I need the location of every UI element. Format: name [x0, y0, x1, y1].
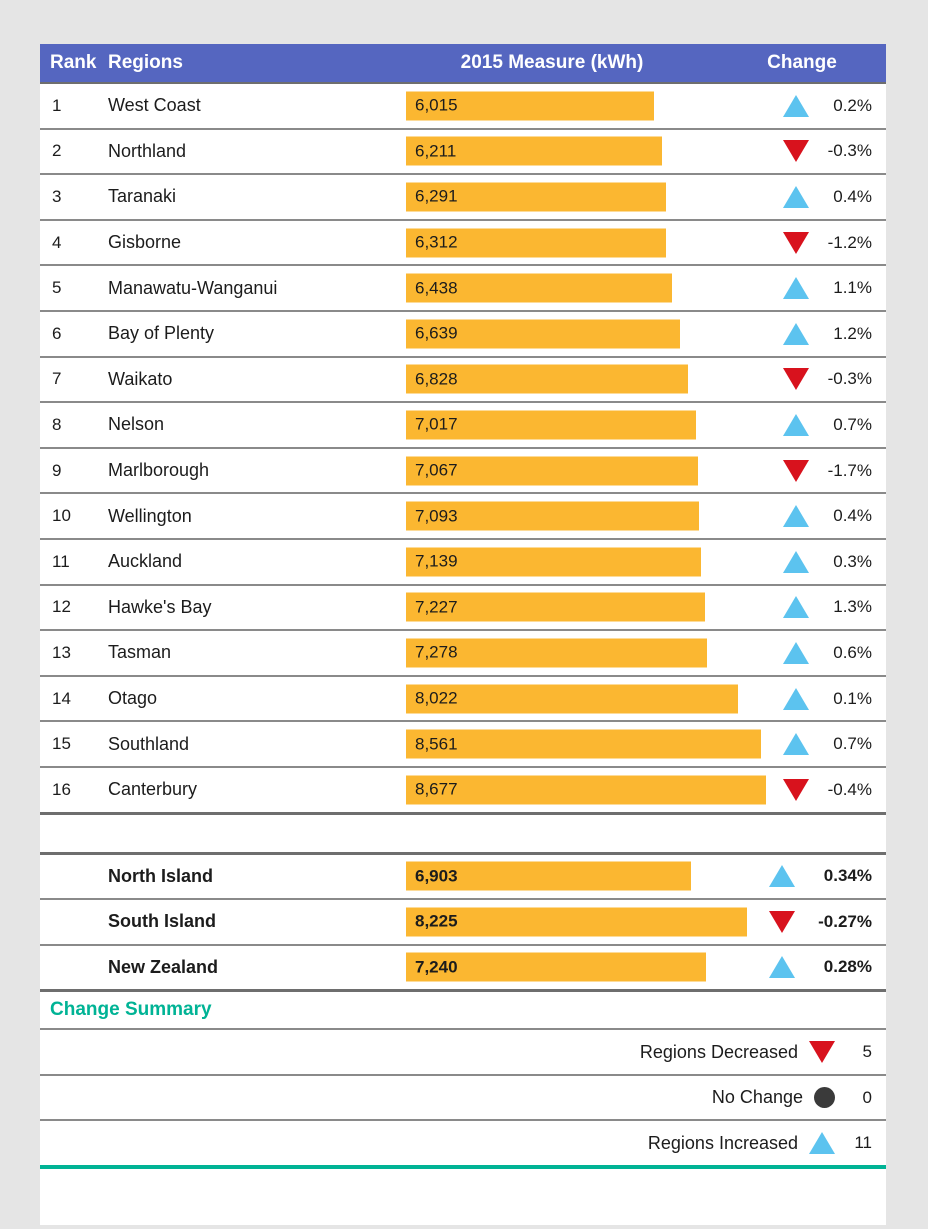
- decrease-arrow-icon: [769, 911, 795, 933]
- cell-region: Waikato: [108, 368, 173, 389]
- totals-body: [40, 855, 886, 990]
- cell-rank: 16: [52, 779, 71, 799]
- measure-value-label: 7,227: [415, 597, 458, 617]
- measure-bar: [406, 182, 666, 211]
- cell-measure-bar: [368, 722, 736, 766]
- measure-bar: [406, 410, 696, 439]
- increase-arrow-icon: [783, 551, 809, 573]
- cell-change: [736, 186, 886, 208]
- cell-measure-bar: [368, 540, 736, 584]
- measure-value-label: 6,211: [415, 141, 457, 161]
- summary-label: No Change: [711, 1087, 803, 1108]
- cell-change: [736, 911, 886, 933]
- summary-label: Regions Increased: [647, 1132, 798, 1153]
- table-row[interactable]: [40, 84, 886, 130]
- cell-measure-bar: [368, 900, 736, 944]
- change-percent-label: 0.3%: [833, 551, 872, 571]
- cell-rank: 9: [52, 460, 62, 480]
- change-percent-label: 0.2%: [833, 95, 872, 115]
- cell-change: [736, 642, 886, 664]
- measure-value-label: 7,017: [415, 414, 458, 434]
- cell-measure-bar: [368, 175, 736, 219]
- cell-region: North Island: [108, 865, 214, 886]
- measure-bar: [406, 91, 654, 120]
- cell-region: Nelson: [108, 414, 165, 435]
- cell-change: [736, 368, 886, 390]
- cell-measure-bar: [368, 631, 736, 675]
- measure-value-label: 8,022: [415, 688, 458, 708]
- measure-bar: [406, 730, 761, 759]
- cell-measure-bar: [368, 130, 736, 174]
- change-percent-label: 0.4%: [833, 186, 872, 206]
- measure-bar: [406, 547, 701, 576]
- cell-change: [736, 140, 886, 162]
- cell-measure-bar: [368, 586, 736, 630]
- cell-region: South Island: [108, 911, 216, 932]
- table-row[interactable]: [40, 946, 886, 990]
- cell-measure-bar: [368, 946, 736, 990]
- measure-value-label: 6,291: [415, 186, 458, 206]
- cell-rank: 14: [52, 688, 71, 708]
- cell-region: Hawke's Bay: [108, 596, 212, 617]
- cell-measure-bar: [368, 855, 736, 899]
- summary-row[interactable]: [40, 1030, 886, 1076]
- increase-arrow-icon: [769, 865, 795, 887]
- table-row[interactable]: [40, 221, 886, 267]
- measure-value-label: 7,278: [415, 642, 458, 662]
- summary-count: 5: [862, 1042, 872, 1062]
- cell-region: Taranaki: [108, 186, 177, 207]
- cell-rank: 8: [52, 414, 62, 434]
- change-percent-label: -0.3%: [827, 141, 872, 161]
- table-header: [40, 44, 886, 84]
- column-header-measure: 2015 Measure (kWh): [460, 52, 644, 73]
- cell-region: Southland: [108, 733, 190, 754]
- change-percent-label: 0.1%: [833, 688, 872, 708]
- measure-bar: [406, 775, 766, 804]
- table-row[interactable]: [40, 358, 886, 404]
- table-row[interactable]: [40, 130, 886, 176]
- measure-value-label: 8,561: [415, 734, 458, 754]
- cell-measure-bar: [368, 358, 736, 402]
- change-summary-body: [40, 1030, 886, 1165]
- table-row[interactable]: [40, 175, 886, 221]
- cell-rank: 12: [52, 597, 71, 617]
- column-header-regions: Regions: [108, 52, 183, 73]
- cell-region: Otago: [108, 688, 158, 709]
- no-change-circle-icon: [814, 1087, 835, 1108]
- measure-bar: [406, 274, 672, 303]
- table-row[interactable]: [40, 677, 886, 723]
- change-percent-label: -0.4%: [827, 779, 872, 799]
- cell-measure-bar: [368, 449, 736, 493]
- measure-bar: [406, 862, 691, 891]
- measure-value-label: 8,677: [415, 779, 458, 799]
- change-summary-title: Change Summary: [40, 989, 886, 1030]
- cell-change: [736, 596, 886, 618]
- measure-bar: [406, 593, 705, 622]
- table-row[interactable]: [40, 631, 886, 677]
- cell-change: [736, 232, 886, 254]
- cell-rank: 4: [52, 232, 62, 252]
- measure-bar: [406, 456, 698, 485]
- measure-value-label: 6,828: [415, 369, 458, 389]
- measure-bar: [406, 365, 688, 394]
- change-percent-label: 0.6%: [833, 642, 872, 662]
- measure-value-label: 6,438: [415, 278, 458, 298]
- summary-row[interactable]: [40, 1076, 886, 1122]
- cell-change: [736, 95, 886, 117]
- table-row[interactable]: [40, 855, 886, 901]
- measure-value-label: 7,139: [415, 551, 458, 571]
- measure-value-label: 6,015: [415, 95, 458, 115]
- cell-region: Marlborough: [108, 460, 210, 481]
- cell-change: [736, 551, 886, 573]
- decrease-arrow-icon: [783, 232, 809, 254]
- change-percent-label: 1.1%: [833, 278, 872, 298]
- measure-bar: [406, 907, 747, 936]
- summary-count: 11: [854, 1133, 872, 1153]
- cell-region: Wellington: [108, 505, 192, 526]
- section-spacer: [40, 812, 886, 855]
- change-percent-label: 1.3%: [833, 597, 872, 617]
- cell-change: [736, 956, 886, 978]
- change-percent-label: 0.4%: [833, 506, 872, 526]
- cell-region: Auckland: [108, 551, 183, 572]
- cell-measure-bar: [368, 84, 736, 128]
- column-header-change: Change: [767, 52, 837, 73]
- table-row[interactable]: [40, 900, 886, 946]
- card-footer-space: [40, 1169, 886, 1225]
- table-row[interactable]: [40, 540, 886, 586]
- increase-arrow-icon: [769, 956, 795, 978]
- report-card: [40, 44, 886, 1225]
- measure-value-label: 6,903: [415, 866, 458, 886]
- change-percent-label: -1.7%: [827, 460, 872, 480]
- increase-arrow-icon: [783, 688, 809, 710]
- cell-measure-bar: [368, 494, 736, 538]
- cell-change: [736, 688, 886, 710]
- measure-value-label: 6,312: [415, 232, 458, 252]
- cell-region: Manawatu-Wanganui: [108, 277, 278, 298]
- cell-rank: 11: [52, 551, 70, 571]
- cell-rank: 3: [52, 186, 62, 206]
- cell-rank: 5: [52, 278, 62, 298]
- cell-change: [736, 323, 886, 345]
- cell-measure-bar: [368, 312, 736, 356]
- increase-arrow-icon: [783, 414, 809, 436]
- measure-value-label: 7,240: [415, 957, 458, 977]
- cell-measure-bar: [368, 677, 736, 721]
- measure-value-label: 7,067: [415, 460, 458, 480]
- measure-bar: [406, 638, 707, 667]
- change-percent-label: 0.7%: [833, 734, 872, 754]
- change-percent-label: -0.3%: [827, 369, 872, 389]
- decrease-arrow-icon: [783, 779, 809, 801]
- cell-change: [736, 460, 886, 482]
- increase-arrow-icon: [783, 505, 809, 527]
- cell-measure-bar: [368, 768, 736, 812]
- column-header-rank: Rank: [50, 52, 97, 73]
- cell-region: Bay of Plenty: [108, 323, 215, 344]
- table-row[interactable]: [40, 449, 886, 495]
- change-percent-label: -0.27%: [818, 911, 872, 931]
- cell-rank: 6: [52, 323, 62, 343]
- measure-bar: [406, 319, 680, 348]
- increase-arrow-icon: [783, 596, 809, 618]
- measure-bar: [406, 228, 666, 257]
- cell-measure-bar: [368, 403, 736, 447]
- cell-change: [736, 865, 886, 887]
- measure-bar: [406, 684, 738, 713]
- table-row[interactable]: [40, 266, 886, 312]
- cell-region: New Zealand: [108, 956, 219, 977]
- cell-measure-bar: [368, 221, 736, 265]
- measure-value-label: 8,225: [415, 911, 458, 931]
- increase-arrow-icon: [783, 277, 809, 299]
- cell-rank: 2: [52, 141, 62, 161]
- measure-bar: [406, 137, 662, 166]
- change-percent-label: 0.28%: [823, 957, 872, 977]
- increase-arrow-icon: [809, 1132, 835, 1154]
- decrease-arrow-icon: [783, 460, 809, 482]
- summary-row[interactable]: [40, 1121, 886, 1165]
- cell-change: [736, 505, 886, 527]
- measure-value-label: 6,639: [415, 323, 458, 343]
- increase-arrow-icon: [783, 186, 809, 208]
- decrease-arrow-icon: [809, 1041, 835, 1063]
- change-percent-label: -1.2%: [827, 232, 872, 252]
- table-row[interactable]: [40, 586, 886, 632]
- cell-region: Northland: [108, 140, 187, 161]
- cell-region: West Coast: [108, 95, 201, 116]
- table-row[interactable]: [40, 312, 886, 358]
- cell-change: [736, 414, 886, 436]
- increase-arrow-icon: [783, 733, 809, 755]
- cell-rank: 1: [52, 95, 62, 115]
- cell-rank: 13: [52, 642, 71, 662]
- measure-bar: [406, 502, 699, 531]
- cell-region: Canterbury: [108, 779, 198, 800]
- cell-region: Gisborne: [108, 232, 182, 253]
- measure-value-label: 7,093: [415, 506, 458, 526]
- decrease-arrow-icon: [783, 140, 809, 162]
- measure-bar: [406, 953, 706, 982]
- increase-arrow-icon: [783, 323, 809, 345]
- cell-measure-bar: [368, 266, 736, 310]
- table-row[interactable]: [40, 494, 886, 540]
- summary-count: 0: [862, 1087, 872, 1107]
- cell-rank: 10: [52, 506, 71, 526]
- table-row[interactable]: [40, 722, 886, 768]
- cell-rank: 15: [52, 734, 71, 754]
- table-body: [40, 84, 886, 812]
- change-percent-label: 1.2%: [833, 323, 872, 343]
- increase-arrow-icon: [783, 642, 809, 664]
- increase-arrow-icon: [783, 95, 809, 117]
- cell-rank: 7: [52, 369, 62, 389]
- decrease-arrow-icon: [783, 368, 809, 390]
- table-row[interactable]: [40, 768, 886, 812]
- table-row[interactable]: [40, 403, 886, 449]
- change-percent-label: 0.7%: [833, 414, 872, 434]
- change-percent-label: 0.34%: [823, 866, 872, 886]
- cell-change: [736, 277, 886, 299]
- cell-region: Tasman: [108, 642, 172, 663]
- summary-label: Regions Decreased: [639, 1041, 798, 1062]
